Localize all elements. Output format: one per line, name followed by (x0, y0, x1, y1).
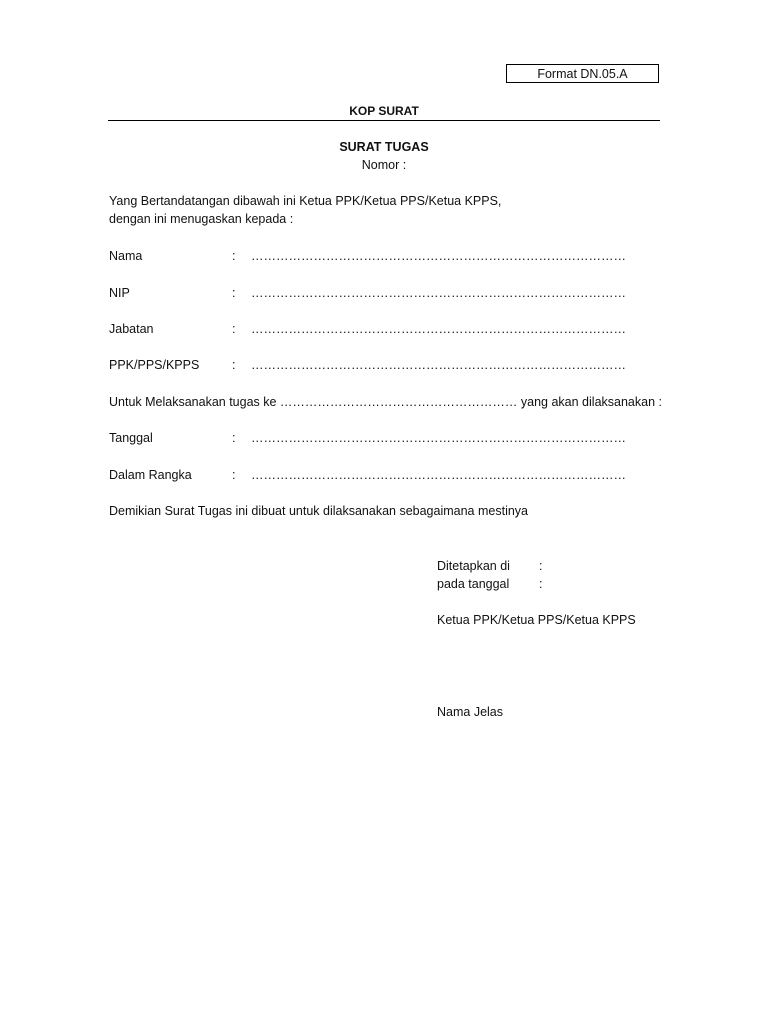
letterhead-divider (108, 120, 660, 121)
field-dots-nama: ……………………………………………………………………………… (251, 249, 626, 263)
field-colon: : (232, 249, 236, 263)
intro-line-2: dengan ini menugaskan kepada : (109, 212, 294, 226)
field-label-dalam-rangka: Dalam Rangka (109, 468, 192, 482)
field-dots-jabatan: ……………………………………………………………………………… (251, 322, 626, 336)
field-dots-ppk-pps-kpps: ……………………………………………………………………………… (251, 358, 626, 372)
field-label-nama: Nama (109, 249, 143, 263)
document-title: SURAT TUGAS (339, 140, 429, 154)
field-colon: : (232, 358, 236, 372)
field-label-jabatan: Jabatan (109, 322, 154, 336)
field-colon: : (232, 322, 236, 336)
format-code: Format DN.05.A (537, 66, 628, 81)
field-label-nip: NIP (109, 286, 130, 300)
signature-date-label: pada tanggal (437, 577, 510, 591)
signature-date-colon: : (539, 577, 543, 591)
signature-name: Nama Jelas (437, 705, 503, 719)
field-colon: : (232, 431, 236, 445)
field-label-ppk-pps-kpps: PPK/PPS/KPPS (109, 358, 200, 372)
format-code-box (506, 64, 659, 83)
signature-place-label: Ditetapkan di (437, 559, 510, 573)
intro-line-1: Yang Bertandatangan dibawah ini Ketua PPK/Ketua PPS/Ketua KPPS, (109, 194, 502, 208)
field-label-tanggal: Tanggal (109, 431, 153, 445)
field-colon: : (232, 286, 236, 300)
field-dots-dalam-rangka: ……………………………………………………………………………… (251, 468, 626, 482)
signature-place-colon: : (539, 559, 543, 573)
field-colon: : (232, 468, 236, 482)
document-number: Nomor : (361, 158, 407, 172)
letterhead-title: KOP SURAT (349, 104, 419, 118)
field-dots-nip: ……………………………………………………………………………… (251, 286, 626, 300)
field-dots-tanggal: ……………………………………………………………………………… (251, 431, 626, 445)
task-line: Untuk Melaksanakan tugas ke ………………………………………………… yang akan dilaksanakan : (109, 395, 662, 409)
closing-statement: Demikian Surat Tugas ini dibuat untuk dilaksanakan sebagaimana mestinya (109, 504, 528, 518)
signature-position: Ketua PPK/Ketua PPS/Ketua KPPS (437, 613, 636, 627)
